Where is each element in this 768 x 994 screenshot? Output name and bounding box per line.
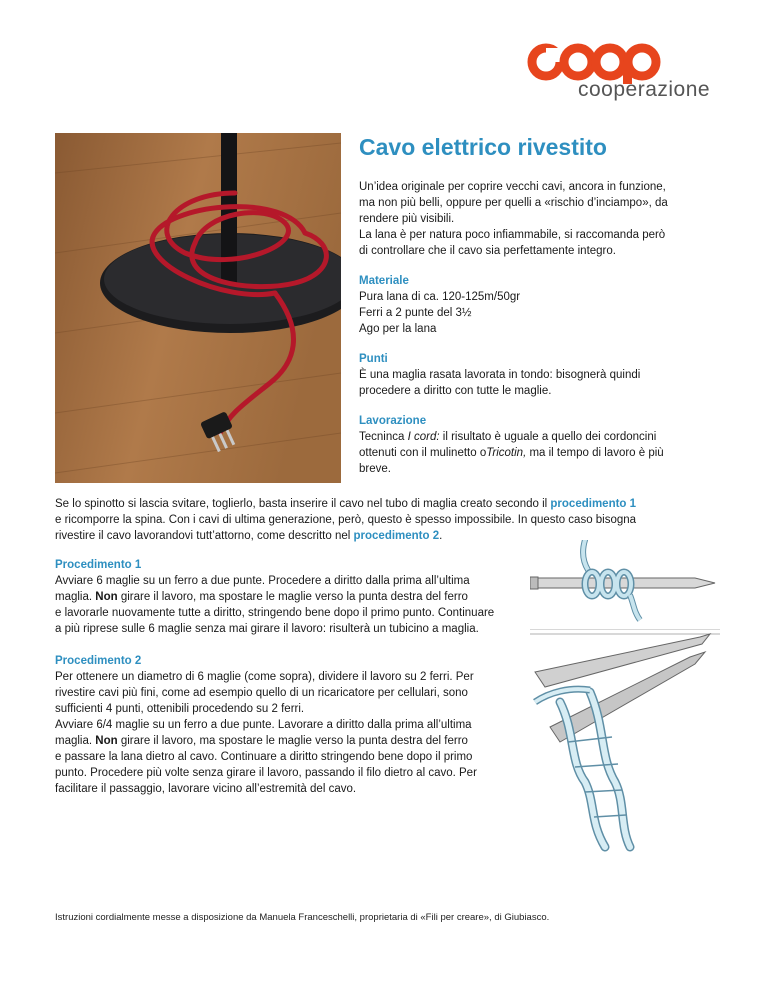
punti-line: procedere a diritto con tutte le maglie. bbox=[359, 385, 552, 397]
procedimento-1: Procedimento 1 Avviare 6 maglie su un ferro a due punte. Procedere a diritto dalla prima all’ultima maglia. Non girare il lavoro, ma spostare le maglie verso la punta destra del ferro e lavorarle nuovamente tutte a diritto, stringendo bene dopo il primo punto. Continuare a più riprese sulle 6 maglie senza mai girare il lavoro: risulterà un tubicino a maglia. bbox=[55, 557, 525, 637]
materiale-line: Ferri a 2 punte del 3½ bbox=[359, 307, 472, 319]
intro-line: rendere più visibili. bbox=[359, 213, 455, 225]
intro-line: La lana è per natura poco infiammabile, si raccomanda però bbox=[359, 229, 666, 241]
needle-illustration-1 bbox=[530, 540, 720, 630]
proc2-heading: Procedimento 2 bbox=[55, 655, 142, 667]
lavorazione-heading: Lavorazione bbox=[359, 415, 427, 427]
punti-heading: Punti bbox=[359, 353, 388, 365]
proc1-heading: Procedimento 1 bbox=[55, 559, 142, 571]
needle-illustration-2 bbox=[530, 632, 720, 857]
lavorazione-line: Tecninca I cord: il risultato è uguale a quello dei cordoncini bbox=[359, 431, 657, 443]
footer-credit: Istruzioni cordialmente messe a disposizione da Manuela Franceschelli, proprietaria di «Fili per creare», di Giubiasco. bbox=[55, 912, 550, 923]
materiale-line: Ago per la lana bbox=[359, 323, 437, 335]
intro-line: di controllare che il cavo sia perfettamente integro. bbox=[359, 245, 616, 257]
intro-line: Un’idea originale per coprire vecchi cavi, ancora in funzione, bbox=[359, 181, 666, 193]
cable-photo bbox=[55, 133, 341, 483]
link-procedimento-1: procedimento 1 bbox=[550, 498, 637, 510]
page-title: Cavo elettrico rivestito bbox=[359, 134, 607, 160]
materiale-heading: Materiale bbox=[359, 275, 409, 287]
lavorazione-line: ottenuti con il mulinetto oTricotin, ma il tempo di lavoro è più bbox=[359, 447, 664, 459]
lavorazione-line: breve. bbox=[359, 463, 391, 475]
punti-line: È una maglia rasata lavorata in tondo: bisognerà quindi bbox=[359, 369, 641, 381]
materiale-line: Pura lana di ca. 120-125m/50gr bbox=[359, 291, 521, 303]
logo-subtitle: cooperazione bbox=[578, 78, 711, 101]
intro-paragraph: Se lo spinotto si lascia svitare, toglierlo, basta inserire il cavo nel tubo di maglia creato secondo il procedimento 1 e ricomporre la spina. Con i cavi di ultima generazione, però, questo è spesso impossibile. In questo caso bisogna rivestire il cavo lavorandovi tutt’attorno, come descritto nel procedimento 2. bbox=[55, 498, 637, 542]
procedimento-2: Procedimento 2 Per ottenere un diametro di 6 maglie (come sopra), dividere il lavoro su 2 ferri. Per rivestire cavi più fini, come ad esempio quello di un ricaricatore per cellulari, sono sufficienti 4 punti, ottenibili procedendo su 2 ferri. Avviare 6/4 maglie su un ferro a due punte. Lavorare a diritto dalla prima all’ultima maglia. Non girare il lavoro, ma spostare le maglie verso la punta destra del ferro e passare la lana dietro al cavo. Continuare a diritto stringendo bene dopo il primo punto. Procedere più volte senza girare il lavoro, passando il filo dietro al cavo. Per facilitare il passaggio, lavorare vicino all’estremità del cavo. bbox=[55, 653, 525, 797]
link-procedimento-2: procedimento 2 bbox=[353, 530, 440, 542]
intro-line: ma non più belli, oppure per quelli a «rischio d’inciampo», da bbox=[359, 197, 668, 209]
